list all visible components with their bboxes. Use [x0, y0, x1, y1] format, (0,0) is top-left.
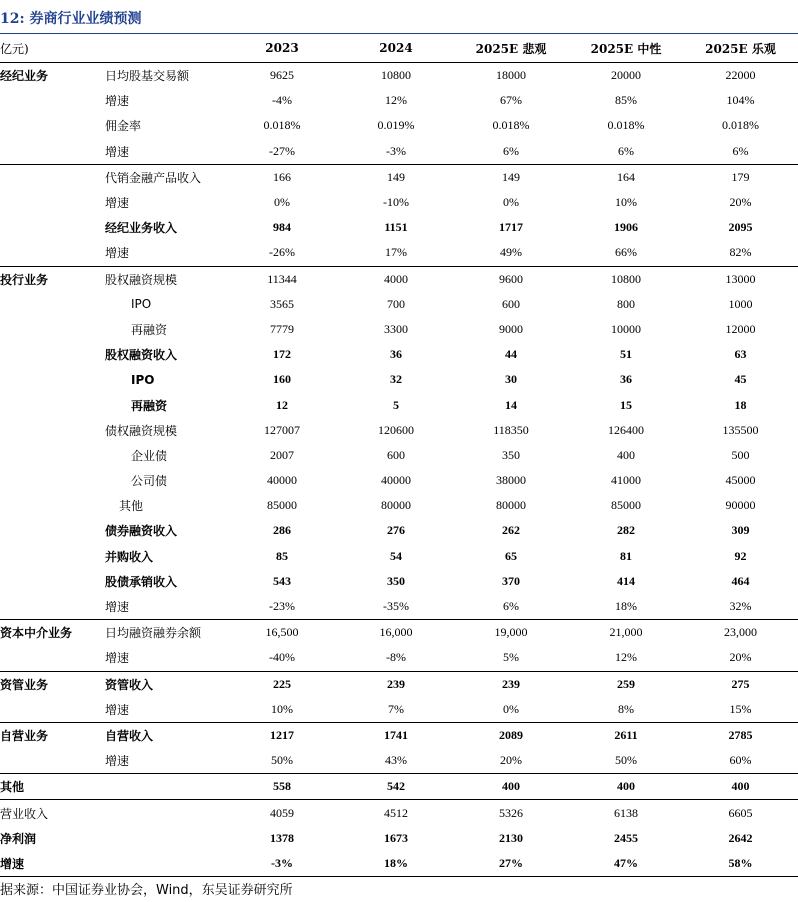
- category-cell: [0, 748, 105, 774]
- value-cell: 9625: [270, 68, 294, 83]
- value-cell: 414: [617, 573, 635, 588]
- table-row: [0, 826, 798, 851]
- category-cell: 增速: [0, 851, 105, 877]
- item-label: 代销金融产品收入: [105, 164, 225, 190]
- value-cell: -26%: [269, 245, 295, 260]
- value-cell: 7779: [270, 321, 294, 336]
- value-cell: 500: [731, 447, 750, 462]
- value-cell: 10800: [569, 266, 683, 292]
- value-cell: 63: [734, 347, 747, 362]
- table-row: [0, 722, 798, 748]
- item-label: 股权融资规模: [105, 266, 225, 292]
- category-cell: [0, 418, 105, 443]
- value-cell: 12%: [385, 93, 407, 108]
- value-cell: 49%: [500, 245, 522, 260]
- table-row: [0, 774, 798, 800]
- item-label: IPO: [131, 297, 152, 312]
- value-cell: 1000: [728, 296, 753, 311]
- value-cell: 27%: [453, 851, 569, 877]
- category-cell: 净利润: [0, 831, 37, 846]
- item-label: 增速: [105, 144, 130, 159]
- value-cell: 38000: [496, 473, 526, 488]
- value-cell: 104%: [726, 93, 755, 108]
- category-cell: [0, 292, 105, 317]
- value-cell: 9600: [453, 266, 569, 292]
- value-cell: 40000: [381, 473, 411, 488]
- value-cell: 18: [734, 397, 747, 412]
- value-cell: 80000: [496, 498, 526, 513]
- item-label: [105, 826, 225, 851]
- value-cell: 286: [273, 523, 291, 538]
- item-label: 增速: [105, 702, 130, 717]
- category-cell: 经纪业务: [0, 69, 49, 84]
- item-label: 再融资: [131, 322, 168, 337]
- value-cell: 20%: [500, 753, 522, 768]
- category-cell: 资本中介业务: [0, 620, 105, 646]
- header-item: [105, 34, 225, 63]
- value-cell: 4512: [339, 800, 453, 826]
- value-cell: 118350: [493, 422, 529, 437]
- value-cell: 126400: [608, 422, 644, 437]
- item-label: 自营收入: [105, 722, 225, 748]
- category-cell: [0, 392, 105, 417]
- value-cell: 15%: [729, 701, 752, 716]
- value-cell: 1217: [225, 722, 339, 748]
- item-label: 增速: [105, 754, 130, 769]
- item-label: 债权融资规模: [105, 423, 178, 438]
- category-cell: 自营业务: [0, 722, 105, 748]
- item-label: 公司债: [131, 474, 168, 489]
- value-cell: 82%: [729, 245, 752, 260]
- value-cell: 400: [453, 774, 569, 800]
- table-row: [0, 851, 798, 877]
- value-cell: 92: [734, 548, 747, 563]
- value-cell: 2611: [569, 722, 683, 748]
- table-row: [0, 164, 798, 190]
- value-cell: 135500: [722, 422, 759, 437]
- category-cell: [0, 317, 105, 342]
- value-cell: 542: [339, 774, 453, 800]
- value-cell: 18%: [339, 851, 453, 877]
- value-cell: 164: [569, 164, 683, 190]
- value-cell: 60%: [729, 753, 752, 768]
- value-cell: 6138: [569, 800, 683, 826]
- header-row: [0, 34, 798, 63]
- value-cell: 85: [276, 548, 288, 563]
- value-cell: -40%: [269, 650, 295, 665]
- table-row: [0, 367, 798, 392]
- value-cell: 32: [390, 372, 402, 387]
- value-cell: -4%: [272, 93, 292, 108]
- category-cell: 投行业务: [0, 266, 105, 292]
- value-cell: 16,500: [225, 620, 339, 646]
- table-row: [0, 215, 798, 240]
- item-label: IPO: [131, 372, 155, 387]
- category-cell: [0, 544, 105, 569]
- value-cell: 179: [683, 164, 798, 190]
- value-cell: 464: [731, 573, 750, 588]
- table-row: [0, 544, 798, 569]
- value-cell: 6%: [732, 143, 749, 158]
- item-label: 股权融资收入: [105, 348, 178, 363]
- value-cell: 400: [683, 774, 798, 800]
- item-label: 资管收入: [105, 671, 225, 697]
- category-cell: 营业收入: [0, 800, 105, 826]
- value-cell: 6%: [503, 143, 519, 158]
- table-row: [0, 594, 798, 620]
- source-note: 据来源：中国证券业协会，Wind，东吴证券研究所: [0, 883, 293, 898]
- value-cell: 18%: [615, 599, 637, 614]
- value-cell: 275: [683, 671, 798, 697]
- category-cell: [0, 240, 105, 266]
- value-cell: 6%: [618, 143, 634, 158]
- value-cell: -3%: [386, 143, 406, 158]
- value-cell: 9000: [499, 321, 523, 336]
- value-cell: 127007: [264, 422, 300, 437]
- header-col-2025e-optimistic: 2025E 乐观: [683, 34, 798, 63]
- category-cell: [0, 190, 105, 215]
- value-cell: 0.018%: [607, 118, 645, 133]
- header-col-2025e-neutral: 2025E 中性: [569, 34, 683, 63]
- value-cell: 4000: [339, 266, 453, 292]
- item-label: 再融资: [131, 398, 168, 413]
- value-cell: 2007: [270, 447, 294, 462]
- item-label: 债券融资收入: [105, 524, 178, 539]
- category-cell: 其他: [0, 774, 105, 800]
- value-cell: 15: [620, 397, 632, 412]
- value-cell: 282: [617, 523, 635, 538]
- value-cell: 20%: [729, 195, 752, 210]
- item-label: [105, 800, 225, 826]
- category-cell: [0, 493, 105, 518]
- value-cell: 400: [617, 447, 635, 462]
- table-row: [0, 342, 798, 367]
- item-label: 增速: [105, 94, 130, 109]
- value-cell: 17%: [385, 245, 407, 260]
- value-cell: 43%: [385, 753, 407, 768]
- value-cell: 2089: [453, 722, 569, 748]
- category-cell: [0, 594, 105, 620]
- value-cell: 90000: [725, 498, 756, 513]
- value-cell: 36: [620, 372, 632, 387]
- value-cell: 0.019%: [377, 118, 415, 133]
- value-cell: 8%: [618, 701, 634, 716]
- value-cell: 350: [502, 447, 520, 462]
- value-cell: 32%: [729, 599, 752, 614]
- category-cell: [0, 342, 105, 367]
- value-cell: -10%: [383, 195, 409, 210]
- value-cell: 7%: [388, 701, 404, 716]
- value-cell: 81: [620, 548, 632, 563]
- item-label: 股债承销收入: [105, 574, 178, 589]
- category-cell: [0, 518, 105, 543]
- value-cell: 13000: [683, 266, 798, 292]
- category-cell: 资管业务: [0, 671, 105, 697]
- value-cell: 2455: [614, 830, 638, 845]
- value-cell: 54: [390, 548, 402, 563]
- value-cell: 276: [387, 523, 405, 538]
- value-cell: 350: [387, 573, 405, 588]
- value-cell: 5: [393, 397, 399, 412]
- table-row: [0, 468, 798, 493]
- item-label: 佣金率: [105, 119, 142, 134]
- table-row: [0, 317, 798, 342]
- item-label: 其他: [119, 499, 144, 514]
- header-col-2024: 2024: [339, 34, 453, 63]
- value-cell: 85000: [611, 498, 641, 513]
- value-cell: 309: [731, 523, 750, 538]
- value-cell: 0%: [274, 195, 290, 210]
- value-cell: 1906: [614, 220, 638, 235]
- value-cell: 172: [273, 347, 291, 362]
- table-row: [0, 113, 798, 138]
- value-cell: 2785: [683, 722, 798, 748]
- category-cell: [0, 569, 105, 594]
- value-cell: 41000: [611, 473, 641, 488]
- value-cell: 14: [505, 397, 517, 412]
- item-label: 增速: [105, 246, 130, 261]
- table-title: 12: 券商行业业绩预测: [0, 11, 142, 27]
- value-cell: 600: [502, 296, 520, 311]
- value-cell: 10%: [271, 701, 293, 716]
- table-row: [0, 620, 798, 646]
- value-cell: 2095: [728, 220, 753, 235]
- value-cell: 5326: [453, 800, 569, 826]
- value-cell: 0.018%: [722, 118, 759, 133]
- value-cell: 1378: [270, 830, 294, 845]
- value-cell: 6%: [503, 599, 519, 614]
- table-row: [0, 443, 798, 468]
- value-cell: 0%: [503, 701, 519, 716]
- value-cell: 0.018%: [263, 118, 301, 133]
- value-cell: 259: [569, 671, 683, 697]
- item-label: 增速: [105, 600, 130, 615]
- value-cell: 47%: [569, 851, 683, 877]
- value-cell: 2642: [728, 830, 753, 845]
- value-cell: 166: [225, 164, 339, 190]
- value-cell: 600: [387, 447, 405, 462]
- item-label: 增速: [105, 651, 130, 666]
- value-cell: 40000: [267, 473, 297, 488]
- value-cell: 12%: [615, 650, 637, 665]
- value-cell: 558: [225, 774, 339, 800]
- value-cell: 20000: [611, 68, 641, 83]
- table-row: [0, 88, 798, 113]
- table-row: [0, 292, 798, 317]
- value-cell: 3300: [384, 321, 408, 336]
- table-row: [0, 240, 798, 266]
- value-cell: 3565: [270, 296, 294, 311]
- item-label: 企业债: [131, 448, 168, 463]
- value-cell: 21,000: [569, 620, 683, 646]
- table-row: [0, 266, 798, 292]
- value-cell: 50%: [615, 753, 637, 768]
- value-cell: 16,000: [339, 620, 453, 646]
- value-cell: 370: [502, 573, 520, 588]
- value-cell: 20%: [729, 650, 752, 665]
- value-cell: 5%: [503, 650, 519, 665]
- value-cell: 85%: [615, 93, 637, 108]
- table-row: [0, 518, 798, 543]
- value-cell: 4059: [225, 800, 339, 826]
- category-cell: [0, 215, 105, 240]
- table-row: [0, 493, 798, 518]
- table-row: [0, 697, 798, 723]
- category-cell: [0, 468, 105, 493]
- item-label: [105, 774, 225, 800]
- category-cell: [0, 443, 105, 468]
- value-cell: 120600: [378, 422, 414, 437]
- value-cell: 12: [276, 397, 288, 412]
- value-cell: -23%: [269, 599, 295, 614]
- value-cell: -8%: [386, 650, 406, 665]
- value-cell: 30: [505, 372, 517, 387]
- value-cell: 11344: [225, 266, 339, 292]
- value-cell: -3%: [225, 851, 339, 877]
- value-cell: 19,000: [453, 620, 569, 646]
- category-cell: [0, 139, 105, 165]
- value-cell: 22000: [725, 68, 756, 83]
- value-cell: -27%: [269, 143, 295, 158]
- value-cell: 67%: [500, 93, 522, 108]
- value-cell: 51: [620, 347, 632, 362]
- value-cell: 45000: [725, 473, 756, 488]
- value-cell: 50%: [271, 753, 293, 768]
- value-cell: 149: [339, 164, 453, 190]
- value-cell: 149: [453, 164, 569, 190]
- category-cell: [0, 164, 105, 190]
- value-cell: 225: [225, 671, 339, 697]
- value-cell: 1673: [384, 830, 408, 845]
- value-cell: 10000: [611, 321, 641, 336]
- value-cell: 400: [569, 774, 683, 800]
- value-cell: 44: [505, 347, 517, 362]
- value-cell: 262: [502, 523, 520, 538]
- category-cell: [0, 88, 105, 113]
- category-cell: [0, 367, 105, 392]
- value-cell: 6605: [683, 800, 798, 826]
- value-cell: 984: [273, 220, 291, 235]
- table-row: [0, 671, 798, 697]
- value-cell: 58%: [683, 851, 798, 877]
- item-label: 经纪业务收入: [105, 221, 178, 236]
- value-cell: 10%: [615, 195, 637, 210]
- table-row: [0, 418, 798, 443]
- table-row: [0, 800, 798, 826]
- table-row: [0, 190, 798, 215]
- table-row: [0, 139, 798, 165]
- value-cell: 700: [387, 296, 405, 311]
- value-cell: 80000: [381, 498, 411, 513]
- value-cell: 10800: [381, 68, 411, 83]
- value-cell: 66%: [615, 245, 637, 260]
- value-cell: 65: [505, 548, 517, 563]
- table-row: [0, 748, 798, 774]
- value-cell: 45: [734, 372, 747, 387]
- forecast-table: [0, 34, 798, 877]
- value-cell: 85000: [267, 498, 297, 513]
- header-col-2023: 2023: [225, 34, 339, 63]
- value-cell: 18000: [496, 68, 526, 83]
- value-cell: 800: [617, 296, 635, 311]
- category-cell: [0, 645, 105, 671]
- value-cell: 12000: [725, 321, 756, 336]
- item-label: 增速: [105, 196, 130, 211]
- value-cell: 2130: [499, 830, 523, 845]
- table-row: [0, 392, 798, 417]
- value-cell: 0.018%: [492, 118, 530, 133]
- category-cell: [0, 113, 105, 138]
- value-cell: -35%: [383, 599, 409, 614]
- value-cell: 1717: [499, 220, 523, 235]
- value-cell: 1741: [339, 722, 453, 748]
- value-cell: 160: [273, 372, 291, 387]
- item-label: [105, 851, 225, 877]
- item-label: 日均股基交易额: [105, 69, 190, 84]
- unit-label: 亿元): [0, 34, 105, 63]
- value-cell: 36: [390, 347, 402, 362]
- value-cell: 23,000: [683, 620, 798, 646]
- header-col-2025e-pessimistic: 2025E 悲观: [453, 34, 569, 63]
- item-label: 日均融资融券余额: [105, 620, 225, 646]
- table-row: [0, 569, 798, 594]
- value-cell: 1151: [384, 220, 408, 235]
- value-cell: 239: [339, 671, 453, 697]
- value-cell: 0%: [503, 195, 519, 210]
- value-cell: 239: [453, 671, 569, 697]
- item-label: 并购收入: [105, 549, 154, 564]
- value-cell: 543: [273, 573, 291, 588]
- category-cell: [0, 697, 105, 723]
- table-row: [0, 645, 798, 671]
- table-row: [0, 63, 798, 89]
